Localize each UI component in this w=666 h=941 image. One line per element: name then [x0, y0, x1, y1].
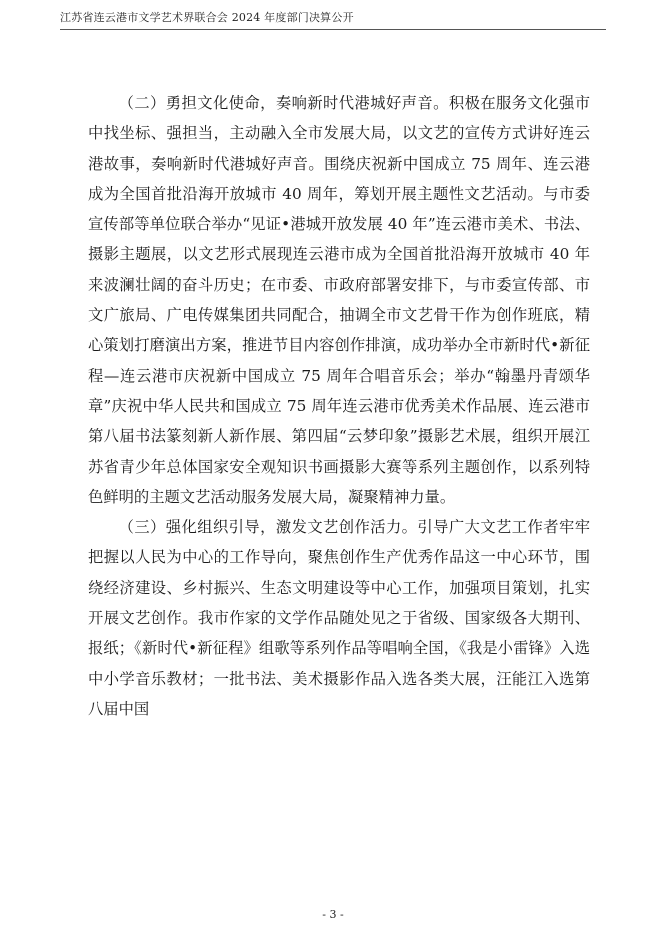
document-body: [88, 88, 590, 724]
paragraph-2: （二）勇担文化使命，奏响新时代港城好声音。积极在服务文化强市中找坐标、强担当，主动融入全市发展大局，以文艺的宣传方式讲好连云港故事，奏响新时代港城好声音。围绕庆祝新中国成立 75 周年、连云港成为全国首批沿海开放城市 40 周年，筹划开展主题性文艺活动。与市委宣传部等单位联合举办“见证•港城开放发展 40 年”连云港市美术、书法、摄影主题展，以文艺形式展现连云港市成为全国首批沿海开放城市 40 年来波澜壮阔的奋斗历史；在市委、市政府部署安排下，与市委宣传部、市文广旅局、广电传媒集团共同配合，抽调全市文艺骨干作为创作班底，精心策划打磨演出方案，推进节目内容创作排演，成功举办全市新时代•新征程—连云港市庆祝新中国成立 75 周年合唱音乐会；举办“翰墨丹青颂华章”庆祝中华人民共和国成立 75 周年连云港市优秀美术作品展、连云港市第八届书法篆刻新人新作展、第四届“云梦印象”摄影艺术展，组织开展江苏省青少年总体国家安全观知识书画摄影大赛等系列主题创作，以系列特色鲜明的主题文艺活动服务发展大局，凝聚精神力量。: [88, 94, 590, 506]
paragraph-3: （三）强化组织引导，激发文艺创作活力。引导广大文艺工作者牢牢把握以人民为中心的工作导向，聚焦创作生产优秀作品这一中心环节，围绕经济建设、乡村振兴、生态文明建设等中心工作，加强项目策划，扎实开展文艺创作。我市作家的文学作品随处见之于省级、国家级各大期刊、报纸；《新时代•新征程》组歌等系列作品等唱响全国，《我是小雷锋》入选中小学音乐教材；一批书法、美术摄影作品入选各类大展，汪能江入选第八届中国: [88, 518, 590, 718]
header-divider: [60, 29, 606, 30]
running-header: 江苏省连云港市文学艺术界联合会 2024 年度部门决算公开: [60, 11, 354, 24]
page-number: - 3 -: [322, 908, 344, 921]
